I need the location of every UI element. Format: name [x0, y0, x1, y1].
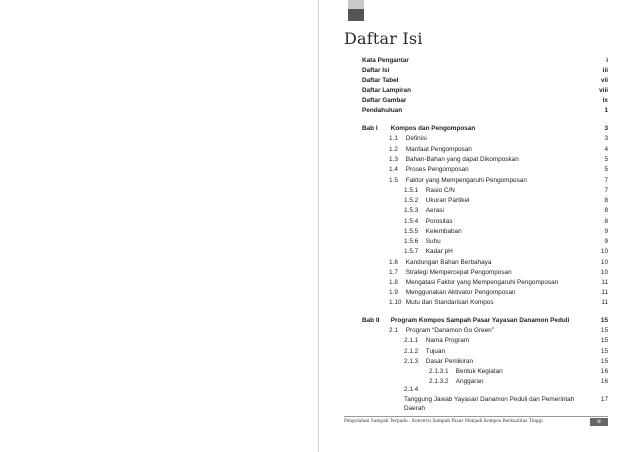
toc-section-label: Mengatasi Faktor yang Mempengaruhi Pengomposan: [405, 279, 559, 286]
toc-subsection-number: 1.5.2: [404, 197, 419, 204]
page-title: Daftar Isi: [344, 29, 423, 48]
toc-entry-page: 15: [600, 327, 608, 334]
toc-subsection-number: 2.1.4: [404, 386, 419, 393]
toc-entry-page: i: [606, 57, 608, 64]
chapter-tab-dark: [348, 9, 364, 21]
toc-section-number: 1.2: [389, 146, 398, 153]
left-page-blank: [0, 0, 318, 452]
toc-entry-page: 15: [600, 317, 608, 324]
toc-entry-page: 11: [601, 299, 608, 306]
toc-section-number: 1.7: [389, 269, 398, 276]
toc-chapter-label: Kompos dan Pengomposan: [390, 125, 476, 132]
toc-subsection-label: Porositas: [425, 218, 453, 225]
toc-subsection[interactable]: [404, 205, 608, 216]
toc-entry-page: vii: [600, 77, 608, 84]
toc-entry-page: 1: [604, 107, 608, 114]
toc-entry-label: Daftar Isi: [362, 67, 390, 74]
toc-entry-page: 10: [600, 248, 608, 255]
toc-entry-label: Daftar Gambar: [362, 97, 407, 104]
toc-subsection[interactable]: [404, 335, 608, 346]
toc-entry-label: Kata Pengantar: [362, 57, 409, 64]
toc-section-label: Manfaat Pengomposan: [405, 146, 472, 153]
toc-subsection-label: Ukuran Partikel: [425, 197, 470, 204]
toc-section-label: Menggunakan Aktivator Pengomposan: [405, 289, 516, 296]
chapter-tab-light: [348, 0, 364, 9]
toc-subsection-label: Nama Program: [425, 337, 470, 344]
toc-subsection-label: Kadar pH: [425, 248, 453, 255]
toc-entry-page: 9: [604, 228, 608, 235]
toc-section-label: Definisi: [405, 135, 427, 142]
toc-entry-label: Daftar Tabel: [362, 77, 399, 84]
toc-entry-page: 15: [600, 348, 608, 355]
toc-subsection-label: Tujuan: [425, 348, 446, 355]
footer-divider: [344, 416, 608, 417]
toc-entry-page: 7: [604, 187, 608, 194]
toc-section-number: 1.1: [389, 135, 398, 142]
toc-section-number: 1.3: [389, 156, 398, 163]
toc-subsubsection-label: Bentuk Kegiatan: [455, 368, 503, 375]
toc-section-label: Strategi Mempercepat Pengomposan: [405, 269, 512, 276]
toc-entry-page: viii: [599, 87, 608, 94]
footer-page-number: iii: [590, 418, 608, 426]
toc-entry-page: iii: [602, 67, 608, 74]
toc-subsection-label: Tanggung Jawab Yayasan Danamon Peduli dan Pemerintah Daerah: [404, 395, 575, 412]
toc-subsection-number: 2.1.2: [404, 348, 419, 355]
toc-subsection-label: Suhu: [425, 238, 441, 245]
toc-entry-page: 15: [600, 358, 608, 365]
toc-entry-page: 8: [604, 218, 608, 225]
toc-subsection-number: 1.5.7: [404, 248, 419, 255]
toc-subsection-label: Aerasi: [425, 207, 444, 214]
toc-section[interactable]: [389, 133, 608, 144]
toc-section-label: Mutu dan Standarisari Kompos: [405, 299, 494, 306]
toc-section-number: 1.8: [389, 279, 398, 286]
toc-subsection-number: 2.1.3: [404, 358, 419, 365]
toc-entry-page: 7: [604, 177, 608, 184]
toc-entry-page: 10: [600, 259, 608, 266]
toc-section-label: Bahan-Bahan yang dapat Dikomposkan: [405, 156, 519, 163]
toc-section[interactable]: [389, 164, 608, 175]
toc-section-label: Faktor yang Mempengaruhi Pengomposan: [405, 177, 527, 184]
toc-entry-page: 9: [604, 238, 608, 245]
toc-entry-label: Daftar Lampiran: [362, 87, 412, 94]
toc-entry-page: 5: [604, 166, 608, 173]
toc-chapter-number: Bab I: [362, 125, 378, 132]
toc-entry-page: 3: [604, 135, 608, 142]
toc-entry-page: 16: [600, 378, 608, 385]
toc-entry-page: 4: [604, 146, 608, 153]
toc-section-label: Program “Danamon Go Green”: [405, 327, 494, 334]
toc-subsection-label: Rasio C/N: [425, 187, 455, 194]
toc-subsubsection-number: 2.1.3.1: [429, 368, 449, 375]
toc-entry-page: ix: [602, 97, 608, 104]
toc-entry-page: 15: [600, 337, 608, 344]
toc-entry-page: 16: [600, 368, 608, 375]
toc-subsection-label: Kelembaban: [425, 228, 462, 235]
toc-subsubsection-number: 2.1.3.2: [429, 378, 449, 385]
footer-running-title: Pengolahan Sampah Terpadu : Konversi Sampah Pasar Menjadi Kompos Berkualitas Tinggi: [344, 419, 543, 424]
toc-subsection-number: 1.5.1: [404, 187, 419, 194]
toc-subsection-number: 1.5.4: [404, 218, 419, 225]
toc-chapter-label: Program Kompos Sampah Pasar Yayasan Danamon Peduli: [390, 317, 570, 324]
toc-section-number: 1.4: [389, 166, 398, 173]
toc-subsection[interactable]: [404, 246, 608, 257]
toc-section-number: 2.1: [389, 327, 398, 334]
toc-entry-page: 10: [600, 269, 608, 276]
toc-entry[interactable]: [362, 105, 608, 116]
toc-section-number: 1.10: [389, 299, 402, 306]
toc-subsection-number: 1.5.6: [404, 238, 419, 245]
toc-chapter-number: Bab II: [362, 317, 380, 324]
toc-section-number: 1.5: [389, 177, 398, 184]
toc-subsection-number: 1.5.3: [404, 207, 419, 214]
toc-entry-page: 11: [601, 289, 608, 296]
toc-entry-page: 11: [601, 279, 608, 286]
toc-subsection-number: 2.1.1: [404, 337, 419, 344]
toc-entry-page: 17: [600, 395, 608, 403]
toc-section-label: Kandungan Bahan Berbahaya: [405, 259, 492, 266]
toc-entry-page: 8: [604, 197, 608, 204]
toc-subsection-label: Dasar Pemikiran: [425, 358, 474, 365]
toc-entry-page: 8: [604, 207, 608, 214]
toc-entry-label: Pendahuluan: [362, 107, 403, 114]
toc-section[interactable]: [389, 297, 608, 308]
toc-entry-page: 3: [604, 125, 608, 132]
toc-section-label: Proses Pengomposan: [405, 166, 469, 173]
toc-section-number: 1.9: [389, 289, 398, 296]
toc-subsection[interactable]: [404, 385, 608, 412]
toc-subsection-number: 1.5.5: [404, 228, 419, 235]
toc-subsubsection-label: Anggaran: [455, 378, 484, 385]
toc-entry-page: 5: [604, 156, 608, 163]
toc-section-number: 1.6: [389, 259, 398, 266]
